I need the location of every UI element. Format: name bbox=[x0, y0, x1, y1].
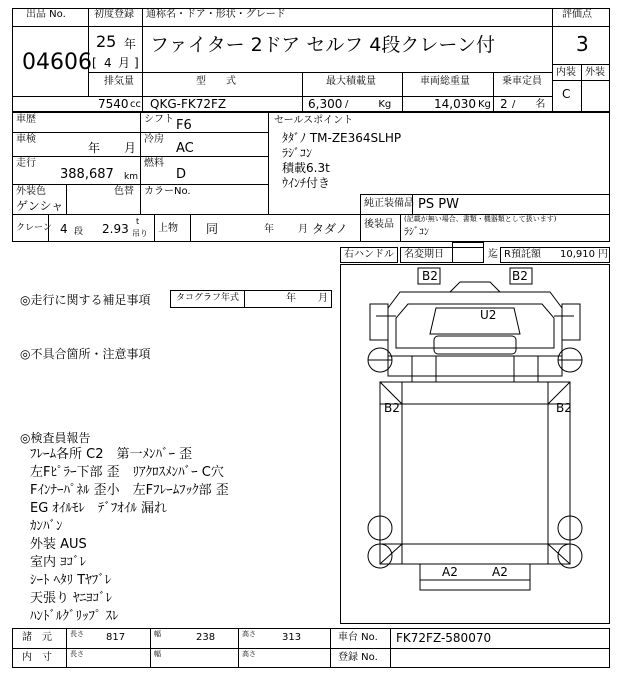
car-name: ファイター 2ドア セルフ 4段クレーン付 bbox=[150, 34, 495, 56]
registration-label: 登録 No. bbox=[338, 652, 378, 663]
spec-label: 諸 元 bbox=[22, 632, 52, 643]
inspector-line: 左Fﾋﾟﾗｰ下部 歪 ﾘｱｸﾛｽﾒﾝﾊﾞｰ C穴 bbox=[30, 465, 224, 480]
model-value: QKG-FK72FZ bbox=[150, 97, 227, 111]
damage-mark-top-left: B2 bbox=[422, 269, 438, 283]
first-reg-month: 4 bbox=[104, 56, 112, 70]
recycle-unit: 円 bbox=[598, 249, 608, 260]
displacement-label: 排気量 bbox=[104, 76, 134, 87]
inner-height-label: 高さ bbox=[242, 650, 256, 658]
sales-point-line: ﾀﾀﾞﾉ TM-ZE364SLHP bbox=[282, 131, 402, 145]
crane-stages: 4 bbox=[60, 222, 68, 236]
crane-stages-unit: 段 bbox=[74, 227, 84, 237]
inspector-line: 天張り ﾔﾆﾖｺﾞﾚ bbox=[30, 591, 113, 606]
color-change-label: 色替 bbox=[114, 186, 134, 197]
truck-damage-diagram bbox=[340, 264, 610, 624]
color-label: 外装色 bbox=[16, 186, 46, 197]
displacement-unit: cc bbox=[130, 99, 141, 110]
history-label: 車歴 bbox=[16, 114, 36, 125]
first-reg-month-unit: 月 bbox=[118, 56, 131, 70]
damage-mark-cab: U2 bbox=[480, 308, 497, 322]
ac-value: AC bbox=[176, 141, 194, 156]
mileage-label: 走行 bbox=[16, 158, 36, 169]
capacity-value: 2 bbox=[500, 97, 508, 111]
interior-value: C bbox=[562, 87, 571, 101]
first-reg-label: 初度登録 bbox=[94, 9, 134, 20]
aftermarket-value: ﾗｼﾞｺﾝ bbox=[404, 227, 429, 238]
aftermarket-note: (記載が無い場合、書類・機器類として扱います) bbox=[404, 215, 557, 223]
inspection-month-unit: 月 bbox=[124, 141, 137, 155]
color-number-label: カラーNo. bbox=[144, 186, 191, 197]
crane-capacity: 2.93 bbox=[102, 222, 129, 236]
lot-number: 04606 bbox=[22, 50, 92, 75]
aftermarket-label: 後装品 bbox=[364, 219, 394, 230]
sales-point-line: ｳｲﾝﾁ付き bbox=[282, 176, 331, 190]
displacement-value: 7540 bbox=[98, 97, 129, 111]
chassis-label: 車台 No. bbox=[338, 632, 378, 643]
car-name-label: 通称名・ドア・形状・グレード bbox=[146, 9, 286, 20]
name-change-label: 名変期日 bbox=[404, 249, 444, 260]
bed-same: 同 bbox=[206, 222, 219, 236]
capacity-unit: / 名 bbox=[512, 99, 546, 110]
inspector-line: Fｲﾝﾅｰﾊﾟﾈﾙ 歪小 左Fﾌﾚｰﾑﾌｯｸ部 歪 bbox=[30, 483, 229, 498]
damage-mark-left-side: B2 bbox=[384, 401, 400, 415]
inner-dimensions-label: 内 寸 bbox=[22, 652, 52, 663]
color-value: ゲンシャ bbox=[16, 199, 64, 213]
width-label: 幅 bbox=[154, 630, 161, 638]
model-label: 型 式 bbox=[196, 76, 236, 87]
inspector-line: ﾊﾝﾄﾞﾙｸﾞﾘｯﾌﾟ ｽﾚ bbox=[30, 609, 119, 624]
recycle-label: R預託額 bbox=[504, 249, 541, 260]
height-value: 313 bbox=[282, 632, 302, 643]
fuel-label: 燃料 bbox=[144, 158, 164, 169]
genuine-equipment-label: 純正装備品 bbox=[364, 198, 414, 209]
shift-value: F6 bbox=[176, 118, 192, 133]
gross-weight-value: 14,030 bbox=[434, 97, 476, 111]
inspector-line: ﾌﾚｰﾑ各所 C2 第一ﾒﾝﾊﾞｰ 歪 bbox=[30, 447, 193, 462]
gross-weight-unit: Kg bbox=[478, 99, 491, 110]
inspector-line: EG ｵｲﾙﾓﾚ ﾃﾞﾌｵｲﾙ 漏れ bbox=[30, 501, 168, 516]
inspector-line: ｼｰﾄ ﾍﾀﾘ Tﾔﾌﾞﾚ bbox=[30, 573, 112, 588]
bed-maker: タダノ bbox=[312, 222, 348, 236]
inner-length-label: 長さ bbox=[70, 650, 84, 658]
recycle-value: 10,910 bbox=[560, 249, 595, 260]
ac-label: 冷房 bbox=[144, 134, 164, 145]
fuel-value: D bbox=[176, 167, 187, 182]
mileage-value: 388,687 bbox=[60, 167, 114, 182]
capacity-label: 乗車定員 bbox=[502, 76, 542, 87]
damage-mark-right-side: B2 bbox=[556, 401, 572, 415]
damage-mark-rear-right: A2 bbox=[492, 565, 508, 579]
crane-capacity-unit-lift: 吊り bbox=[132, 229, 148, 238]
inspector-line: ｶﾝﾊﾞﾝ bbox=[30, 519, 63, 534]
length-value: 817 bbox=[106, 632, 126, 643]
lot-label: 出品 No. bbox=[26, 9, 66, 20]
bed-label: 上物 bbox=[158, 223, 178, 234]
running-remarks-title: ◎走行に関する補足事項 bbox=[20, 293, 151, 307]
length-label: 長さ bbox=[70, 630, 84, 638]
chassis-number: FK72FZ-580070 bbox=[396, 631, 492, 645]
genuine-equipment-value: PS PW bbox=[418, 197, 459, 212]
shift-label: シフト bbox=[144, 114, 174, 125]
max-load-value: 6,300 bbox=[308, 97, 343, 111]
inspection-label: 車検 bbox=[16, 134, 36, 145]
tachograph-month-unit: 月 bbox=[318, 293, 328, 304]
tachograph-label: タコグラフ年式 bbox=[176, 293, 240, 303]
grade-value: 3 bbox=[576, 32, 589, 56]
sales-point-line: ﾗｼﾞｺﾝ bbox=[282, 146, 313, 160]
crane-label: クレーン bbox=[16, 223, 52, 233]
first-reg-year: 25 bbox=[96, 32, 117, 51]
inspector-line: 室内 ﾖｺﾞﾚ bbox=[30, 555, 87, 570]
inner-width-label: 幅 bbox=[154, 650, 161, 658]
interior-label: 内装 bbox=[556, 67, 576, 78]
damage-mark-top-right: B2 bbox=[512, 269, 528, 283]
inspector-line: 外装 AUS bbox=[30, 537, 87, 552]
mileage-unit: km bbox=[124, 172, 138, 182]
width-value: 238 bbox=[196, 632, 216, 643]
max-load-unit: / Kg bbox=[345, 99, 392, 110]
bed-month-unit: 月 bbox=[298, 224, 308, 235]
sales-point-title: セールスポイント bbox=[274, 115, 354, 126]
height-label: 高さ bbox=[242, 630, 256, 638]
damage-mark-rear-left: A2 bbox=[442, 565, 458, 579]
gross-weight-label: 車両総重量 bbox=[420, 76, 470, 87]
first-reg-year-unit: 年 bbox=[124, 37, 137, 51]
grade-label: 評価点 bbox=[562, 9, 592, 20]
name-change-value-box bbox=[452, 242, 484, 263]
crane-capacity-unit: t bbox=[136, 217, 140, 226]
right-hand-label: 右ハンドル bbox=[344, 249, 394, 260]
defects-title: ◎不具合箇所・注意事項 bbox=[20, 347, 151, 361]
bed-year-unit: 年 bbox=[264, 224, 274, 235]
inspection-year-unit: 年 bbox=[88, 141, 101, 155]
inspector-report-title: ◎検査員報告 bbox=[20, 431, 91, 445]
sales-point-line: 積載6.3t bbox=[282, 161, 330, 175]
until-label: 迄 bbox=[488, 249, 498, 260]
tachograph-year-unit: 年 bbox=[286, 293, 296, 304]
exterior-label: 外装 bbox=[585, 67, 605, 78]
max-load-label: 最大積載量 bbox=[326, 76, 376, 87]
